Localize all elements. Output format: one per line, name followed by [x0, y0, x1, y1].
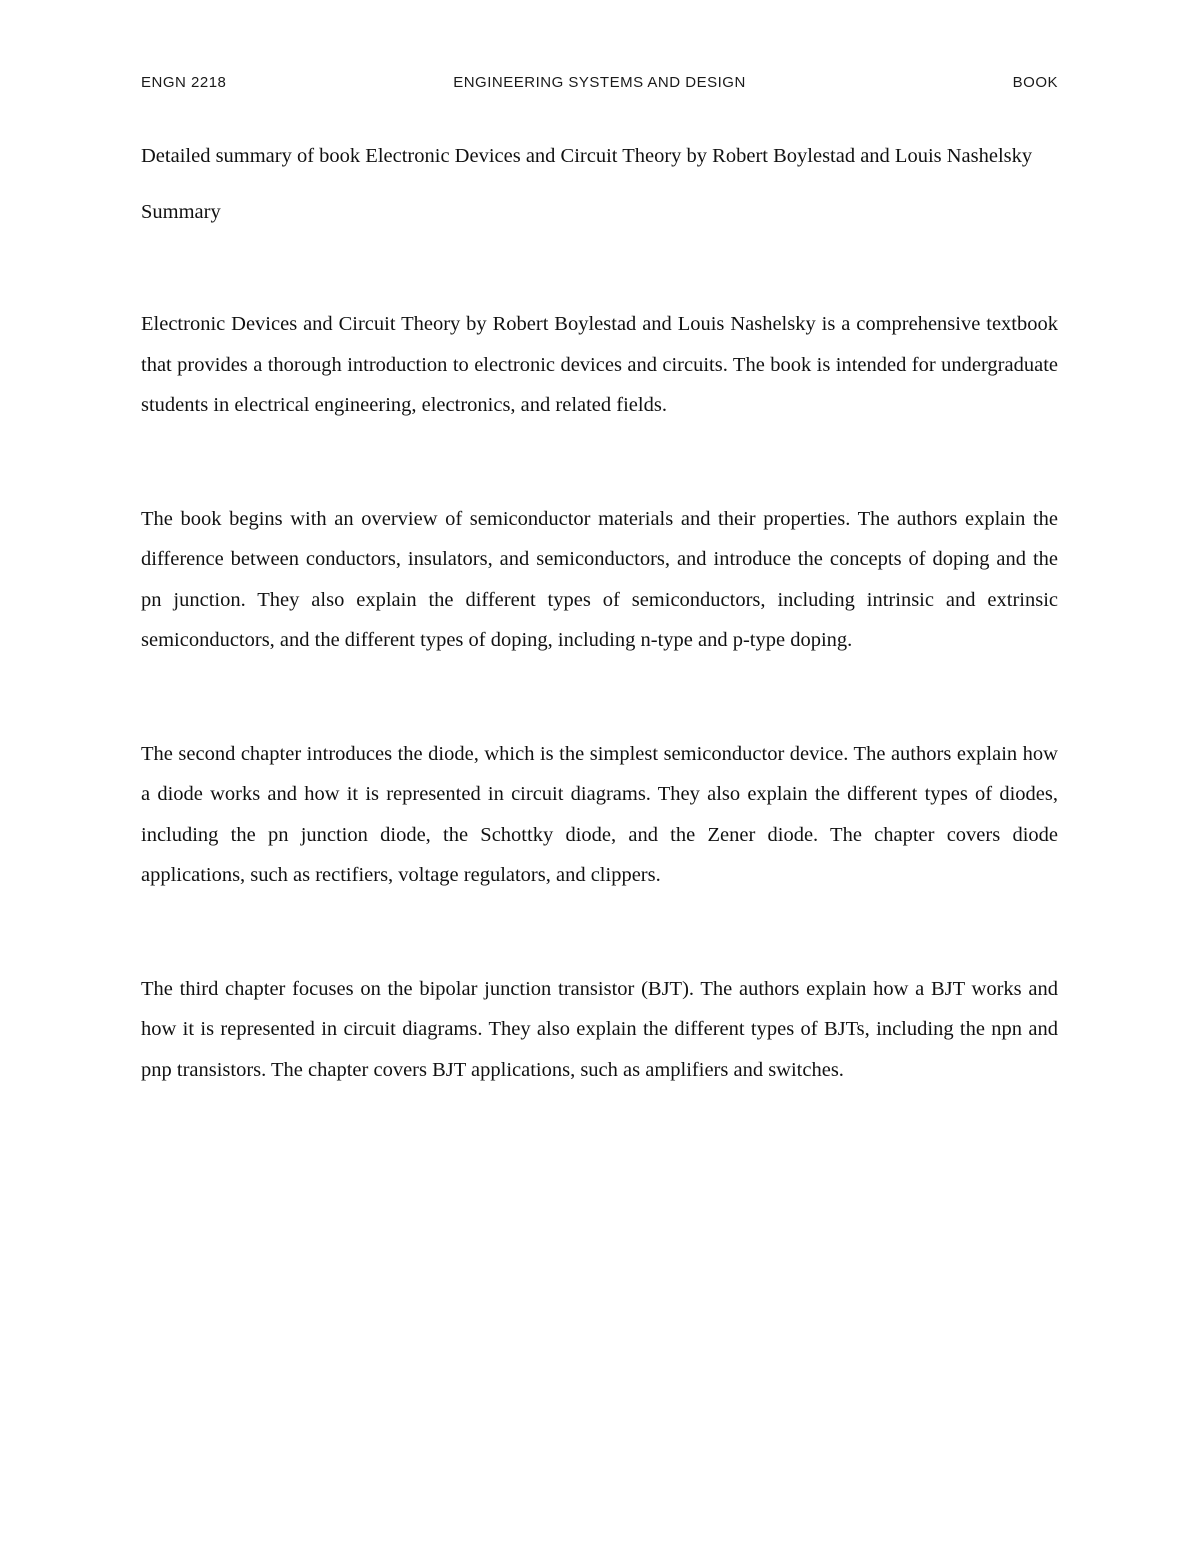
- doc-type-label: BOOK: [1012, 74, 1058, 91]
- paragraph-diode: The second chapter introduces the diode, which is the simplest semiconductor device. The authors explain how a diode works and how it is represented in circuit diagrams. They also explain the different types of diodes, including the pn junction diode, the Schottky diode, and the Zener diode. The chapter covers diode applications, such as rectifiers, voltage regulators, and clippers.: [141, 742, 1058, 886]
- section-heading: Summary: [141, 200, 221, 223]
- paragraph-intro: Electronic Devices and Circuit Theory by Robert Boylestad and Louis Nashelsky is a comprehensive textbook that provides a thorough introduction to electronic devices and circuits. The book is intended for undergraduate students in electrical engineering, electronics, and related fields.: [141, 313, 1058, 416]
- paragraph-semiconductors: The book begins with an overview of semiconductor materials and their properties. The authors explain the difference between conductors, insulators, and semiconductors, and introduce the concepts of doping and the pn junction. They also explain the different types of semiconductors, including intrinsic and extrinsic semiconductors, and the different types of doping, including n-type and p-type doping.: [141, 507, 1058, 651]
- document-body: [141, 136, 1058, 1090]
- course-code: ENGN 2218: [141, 74, 227, 91]
- paragraph-bjt: The third chapter focuses on the bipolar junction transistor (BJT). The authors explain how a BJT works and how it is represented in circuit diagrams. They also explain the different types of BJTs, including the npn and pnp transistors. The chapter covers BJT applications, such as amplifiers and switches.: [141, 977, 1058, 1081]
- course-title: ENGINEERING SYSTEMS AND DESIGN: [453, 74, 746, 91]
- document-title: Detailed summary of book Electronic Devices and Circuit Theory by Robert Boylestad and Louis Nashelsky: [141, 145, 1033, 167]
- page-header: [141, 74, 1058, 98]
